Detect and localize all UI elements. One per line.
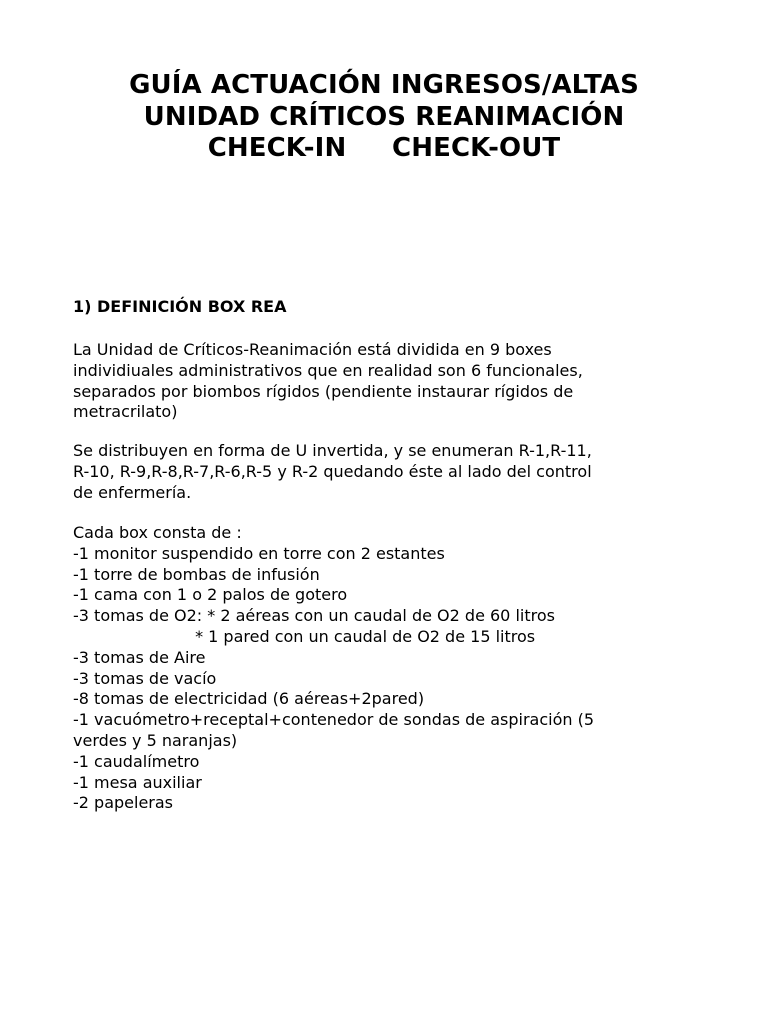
paragraph-line: metracrilato): [73, 402, 178, 422]
list-item: -8 tomas de electricidad (6 aéreas+2pared): [73, 689, 425, 709]
list-item: -1 cama con 1 o 2 palos de gotero: [73, 585, 348, 605]
title-line-3: CHECK-IN CHECK-OUT: [207, 133, 561, 163]
paragraph-unit-description: [73, 340, 583, 423]
list-item: -1 mesa auxiliar: [73, 772, 202, 792]
list-intro: Cada box consta de :: [73, 523, 242, 542]
list-item: -3 tomas de Aire: [73, 647, 206, 667]
title-line-1: GUÍA ACTUACIÓN INGRESOS/ALTAS: [129, 70, 639, 100]
list-item: * 1 pared con un caudal de O2 de 15 litros: [73, 626, 536, 646]
paragraph-line: R-10, R-9,R-8,R-7,R-6,R-5 y R-2 quedando éste al lado del control: [73, 461, 592, 481]
list-item: verdes y 5 naranjas): [73, 730, 238, 750]
list-item: -3 tomas de vacío: [73, 668, 217, 688]
title-line-2: UNIDAD CRÍTICOS REANIMACIÓN: [143, 101, 625, 132]
paragraph-line: de enfermería.: [73, 482, 192, 502]
section-heading-definicion-box-rea: 1) DEFINICIÓN BOX REA: [73, 297, 287, 316]
list-item: -1 monitor suspendido en torre con 2 estantes: [73, 543, 445, 563]
list-item: -1 caudalímetro: [73, 751, 200, 771]
paragraph-line: individiuales administrativos que en realidad son 6 funcionales,: [73, 360, 583, 380]
list-item: -2 papeleras: [73, 793, 174, 813]
paragraph-line: La Unidad de Críticos-Reanimación está dividida en 9 boxes: [73, 340, 552, 359]
list-item: -1 torre de bombas de infusión: [73, 564, 320, 584]
list-item: -1 vacuómetro+receptal+contenedor de sondas de aspiración (5: [73, 710, 595, 730]
paragraph-box-distribution: [73, 441, 592, 503]
list-item: -3 tomas de O2: * 2 aéreas con un caudal de O2 de 60 litros: [73, 606, 555, 626]
document-title: [0, 70, 768, 165]
box-equipment-list: [73, 523, 594, 814]
paragraph-line: Se distribuyen en forma de U invertida, y se enumeran R-1,R-11,: [73, 441, 592, 460]
paragraph-line: separados por biombos rígidos (pendiente instaurar rígidos de: [73, 381, 574, 401]
